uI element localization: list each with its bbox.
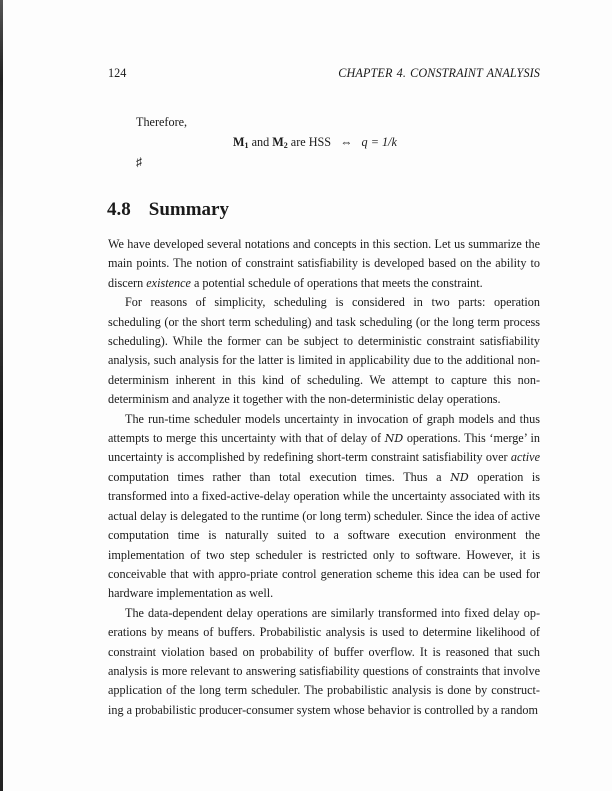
- text-run: computation times rather than total execution times. Thus a: [108, 469, 451, 484]
- nd-symbol: ND: [384, 432, 404, 446]
- text-run: a potential schedule of operations that meets the constraint.: [190, 275, 483, 290]
- section-number: 4.8: [107, 199, 131, 220]
- eq-m1: M: [233, 135, 245, 149]
- chapter-title: CHAPTER 4. CONSTRAINT ANALYSIS: [338, 66, 540, 80]
- emphasis-active: active: [510, 450, 540, 465]
- scan-edge-shadow: [0, 0, 3, 791]
- eq-rhs: q = 1/k: [361, 135, 397, 149]
- proof-end-sharp-icon: ♯: [136, 155, 142, 169]
- page-number: 124: [108, 66, 127, 80]
- nd-symbol: ND: [450, 470, 469, 484]
- running-header: [108, 66, 540, 82]
- section-heading: [107, 199, 229, 221]
- body-text: [108, 235, 540, 720]
- text-run: operation is transformed into a fixed-active-delay operation while the uncertainty associated with its actual delay is delegated to the runtime (or long term) scheduler. Since the idea of active computation time is naturally suited to a software execution environment the implementation of two step scheduler is restricted only to software. However, it is conceivable that with appro-priate control generation scheme this idea can be used for hardware implementation as well.: [108, 469, 541, 601]
- eq-rest: are HSS ⇔: [287, 135, 362, 149]
- eq-m2: M: [272, 135, 284, 149]
- therefore-text: Therefore,: [136, 115, 188, 129]
- eq-m1-sub: 1: [244, 141, 249, 150]
- eq-m2-sub: 2: [283, 141, 288, 150]
- text-run: operations. This ‘merge’ in uncertainty is accomplished by redefining short-term constraint satisfiability over: [108, 431, 540, 465]
- paragraph-1: [108, 235, 540, 293]
- section-title: Summary: [148, 199, 229, 220]
- paragraph-3: [108, 410, 540, 604]
- text-run: The run-time scheduler models uncertainty in invocation of graph models and thus attempts to merge this uncertainty with that of delay of: [108, 411, 540, 446]
- paragraph-2: [108, 293, 540, 409]
- eq-and: and: [248, 135, 273, 149]
- paragraph-4: [108, 604, 540, 720]
- text-run: For reasons of simplicity, scheduling is considered in two parts: operation scheduling (or the short term scheduling) and task scheduling (or the long term process scheduling). While the former can be subject to deterministic constraint satisfiability analysis, such analysis for the latter is limited in applicability due to the additional non-determinism inherent in this kind of scheduling. We attempt to capture this non-determinism and analyze it together with the non-deterministic delay operations.: [108, 295, 540, 407]
- emphasis-existence: existence: [146, 275, 191, 290]
- text-run: We have developed several notations and concepts in this section. Let us summarize the main points. The notion of constraint satisfiability is developed based on the ability to discern: [108, 237, 540, 290]
- text-run: The data-dependent delay operations are similarly transformed into fixed delay op-erations by means of buffers. Probabilistic analysis is used to determine likelihood of constraint violation based on probability of buffer overflow. It is reasoned that such analysis is more relevant to answering satisfiability questions of constraints that involve application of the long term scheduler. The probabilistic analysis is done by construct-ing a probabilistic producer-consumer system whose behavior is controlled by a random: [108, 605, 540, 717]
- equation: [233, 135, 397, 150]
